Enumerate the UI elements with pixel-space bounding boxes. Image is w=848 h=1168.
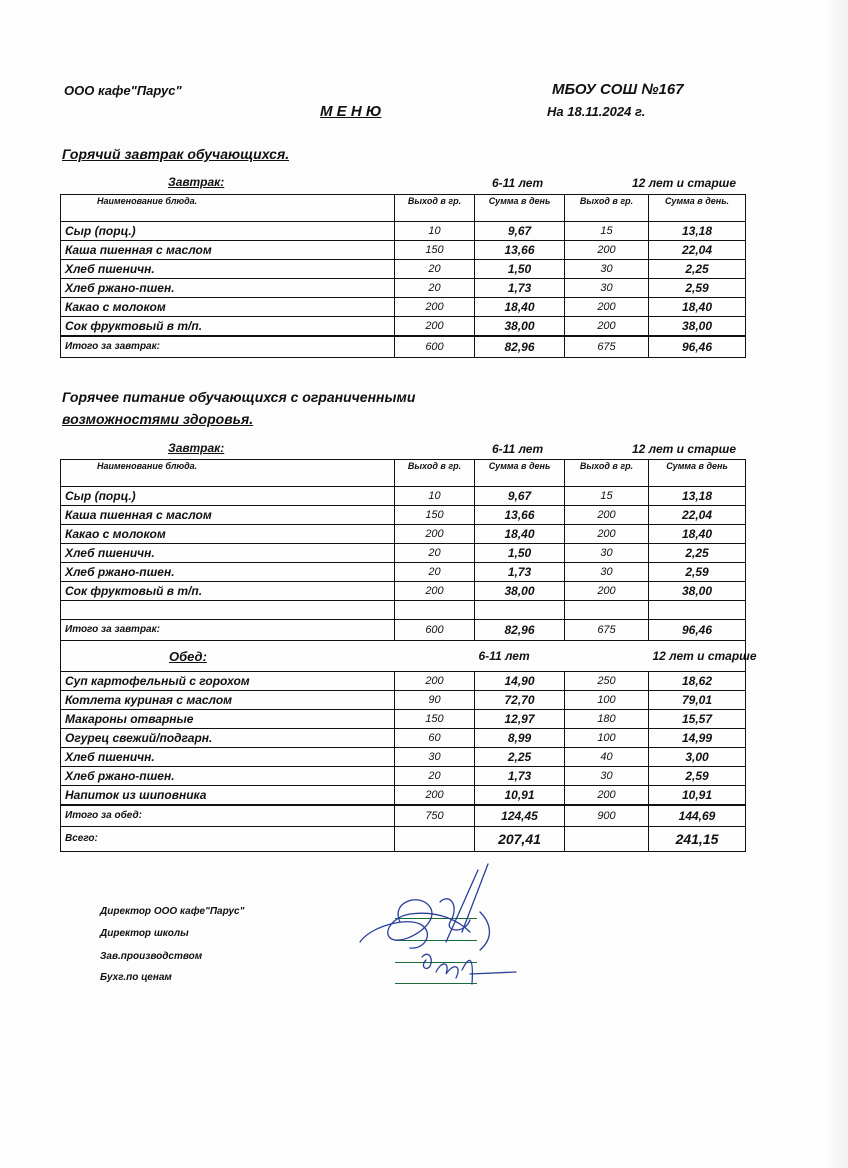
table-row	[61, 786, 746, 806]
table-row	[61, 317, 746, 337]
table-row	[61, 279, 746, 298]
total-label: Итого за обед:	[61, 805, 395, 827]
special-needs-table	[60, 459, 757, 852]
portion: 15	[565, 487, 649, 506]
price: 1,73	[475, 767, 565, 786]
portion: 200	[565, 317, 649, 337]
portion: 200	[565, 525, 649, 544]
price: 2,25	[649, 544, 746, 563]
table-row	[61, 298, 746, 317]
portion: 250	[565, 672, 649, 691]
portion: 90	[395, 691, 475, 710]
total-sum: 96,46	[649, 336, 746, 358]
total-portion: 900	[565, 805, 649, 827]
price: 10,91	[475, 786, 565, 806]
price: 13,66	[475, 506, 565, 525]
price: 2,59	[649, 279, 746, 298]
school-name: МБОУ СОШ №167	[552, 81, 684, 98]
portion: 200	[395, 317, 475, 337]
portion: 20	[395, 279, 475, 298]
signer-production-head: Зав.производством	[100, 951, 203, 962]
price: 2,59	[649, 767, 746, 786]
price: 9,67	[475, 222, 565, 241]
portion: 10	[395, 222, 475, 241]
portion: 150	[395, 241, 475, 260]
portion: 200	[395, 298, 475, 317]
grand-total-sum2: 241,15	[649, 827, 746, 852]
portion: 200	[395, 786, 475, 806]
price: 38,00	[475, 317, 565, 337]
breakfast-table	[60, 194, 746, 358]
total-label: Итого за завтрак:	[61, 620, 395, 641]
table-row	[61, 672, 746, 691]
table-row	[61, 563, 746, 582]
portion: 100	[565, 691, 649, 710]
dish-name: Суп картофельный с горохом	[61, 672, 395, 691]
price: 14,90	[475, 672, 565, 691]
lunch-age1: 6-11 лет	[475, 641, 565, 672]
total-portion: 600	[395, 620, 475, 641]
lunch-heading-row	[61, 641, 746, 672]
page-edge-shadow	[826, 0, 848, 1168]
dish-name: Каша пшенная с маслом	[61, 241, 395, 260]
col-header-sum2: Сумма в день.	[649, 195, 746, 222]
portion: 150	[395, 710, 475, 729]
section2-title-line1: Горячее питание обучающихся с ограниченными	[62, 389, 416, 405]
portion: 40	[565, 748, 649, 767]
company-name: ООО кафе"Парус"	[64, 83, 182, 98]
price: 8,99	[475, 729, 565, 748]
grand-total-row	[61, 827, 746, 852]
empty-row	[61, 601, 746, 620]
page-title: М Е Н Ю	[320, 103, 382, 120]
price: 3,00	[649, 748, 746, 767]
dish-name: Макароны отварные	[61, 710, 395, 729]
price: 1,73	[475, 279, 565, 298]
price: 1,73	[475, 563, 565, 582]
section1-age1: 6-11 лет	[492, 176, 544, 190]
section2-meal-label: Завтрак:	[168, 441, 225, 455]
table-row	[61, 260, 746, 279]
portion: 180	[565, 710, 649, 729]
table-header-row	[61, 460, 746, 487]
table-row	[61, 487, 746, 506]
signer-accountant: Бухг.по ценам	[100, 972, 172, 983]
price: 12,97	[475, 710, 565, 729]
total-portion: 750	[395, 805, 475, 827]
price: 18,40	[649, 298, 746, 317]
portion: 20	[395, 767, 475, 786]
lunch-meal-label: Обед:	[169, 648, 207, 664]
section1-meal-label: Завтрак:	[168, 175, 225, 189]
price: 22,04	[649, 506, 746, 525]
total-sum: 144,69	[649, 805, 746, 827]
price: 38,00	[475, 582, 565, 601]
table-header-row	[61, 195, 746, 222]
col-header-sum1: Сумма в день	[475, 195, 565, 222]
table-row	[61, 241, 746, 260]
price: 13,66	[475, 241, 565, 260]
price: 2,59	[649, 563, 746, 582]
col-header-out1: Выход в гр.	[395, 460, 475, 487]
portion: 200	[565, 241, 649, 260]
portion: 100	[565, 729, 649, 748]
col-header-name: Наименование блюда.	[61, 195, 395, 222]
grand-total-label: Всего:	[61, 827, 395, 852]
price: 13,18	[649, 222, 746, 241]
handwritten-signature	[350, 862, 530, 992]
lunch-age2: 12 лет и старше	[649, 641, 746, 672]
col-header-sum1: Сумма в день	[475, 460, 565, 487]
portion: 200	[565, 786, 649, 806]
total-row	[61, 336, 746, 358]
portion: 20	[395, 544, 475, 563]
price: 15,57	[649, 710, 746, 729]
dish-name: Какао с молоком	[61, 525, 395, 544]
portion: 30	[565, 563, 649, 582]
dish-name: Хлеб ржано-пшен.	[61, 279, 395, 298]
table-row	[61, 691, 746, 710]
section1-title: Горячий завтрак обучающихся.	[62, 146, 290, 162]
table-row	[61, 710, 746, 729]
portion: 20	[395, 563, 475, 582]
dish-name: Сок фруктовый в т/п.	[61, 317, 395, 337]
portion: 30	[565, 279, 649, 298]
table-row	[61, 582, 746, 601]
total-sum: 96,46	[649, 620, 746, 641]
section1-age2: 12 лет и старше	[632, 176, 737, 190]
dish-name: Сыр (порц.)	[61, 222, 395, 241]
col-header-out2: Выход в гр.	[565, 460, 649, 487]
portion: 200	[565, 582, 649, 601]
portion: 200	[395, 525, 475, 544]
signer-school-director: Директор школы	[100, 928, 189, 939]
table-row	[61, 729, 746, 748]
section2-age2: 12 лет и старше	[632, 442, 737, 456]
price: 2,25	[649, 260, 746, 279]
dish-name: Хлеб пшеничн.	[61, 544, 395, 563]
portion: 60	[395, 729, 475, 748]
price: 2,25	[475, 748, 565, 767]
portion: 200	[565, 506, 649, 525]
portion: 30	[565, 544, 649, 563]
portion: 200	[395, 582, 475, 601]
price: 22,04	[649, 241, 746, 260]
dish-name: Хлеб пшеничн.	[61, 260, 395, 279]
price: 79,01	[649, 691, 746, 710]
price: 38,00	[649, 582, 746, 601]
total-portion: 675	[565, 620, 649, 641]
total-row	[61, 620, 746, 641]
portion: 150	[395, 506, 475, 525]
price: 1,50	[475, 260, 565, 279]
grand-total-sum1: 207,41	[475, 827, 565, 852]
price: 1,50	[475, 544, 565, 563]
portion: 10	[395, 487, 475, 506]
table-row	[61, 748, 746, 767]
portion: 30	[565, 260, 649, 279]
price: 18,62	[649, 672, 746, 691]
price: 38,00	[649, 317, 746, 337]
portion: 200	[395, 672, 475, 691]
section2-age1: 6-11 лет	[492, 442, 544, 456]
dish-name: Напиток из шиповника	[61, 786, 395, 806]
signer-cafe-director: Директор ООО кафе"Парус"	[100, 906, 245, 917]
col-header-out1: Выход в гр.	[395, 195, 475, 222]
menu-date: На 18.11.2024 г.	[547, 104, 646, 119]
price: 9,67	[475, 487, 565, 506]
total-label: Итого за завтрак:	[61, 336, 395, 358]
portion: 20	[395, 260, 475, 279]
table-row	[61, 222, 746, 241]
dish-name: Каша пшенная с маслом	[61, 506, 395, 525]
col-header-out2: Выход в гр.	[565, 195, 649, 222]
dish-name: Хлеб пшеничн.	[61, 748, 395, 767]
total-portion: 600	[395, 336, 475, 358]
total-portion: 675	[565, 336, 649, 358]
table-row	[61, 506, 746, 525]
price: 13,18	[649, 487, 746, 506]
dish-name: Сыр (порц.)	[61, 487, 395, 506]
dish-name: Хлеб ржано-пшен.	[61, 563, 395, 582]
portion: 30	[565, 767, 649, 786]
dish-name: Сок фруктовый в т/п.	[61, 582, 395, 601]
dish-name: Огурец свежий/подгарн.	[61, 729, 395, 748]
portion: 15	[565, 222, 649, 241]
dish-name: Котлета куриная с маслом	[61, 691, 395, 710]
table-row	[61, 767, 746, 786]
total-sum: 82,96	[475, 336, 565, 358]
dish-name: Какао с молоком	[61, 298, 395, 317]
total-sum: 82,96	[475, 620, 565, 641]
dish-name: Хлеб ржано-пшен.	[61, 767, 395, 786]
col-header-sum2: Сумма в день	[649, 460, 746, 487]
price: 72,70	[475, 691, 565, 710]
col-header-name: Наименование блюда.	[61, 460, 395, 487]
section2-title-line2: возможностями здоровья.	[62, 411, 254, 427]
price: 14,99	[649, 729, 746, 748]
table-row	[61, 544, 746, 563]
portion: 200	[565, 298, 649, 317]
price: 18,40	[475, 298, 565, 317]
portion: 30	[395, 748, 475, 767]
price: 10,91	[649, 786, 746, 806]
price: 18,40	[649, 525, 746, 544]
total-sum: 124,45	[475, 805, 565, 827]
price: 18,40	[475, 525, 565, 544]
lunch-total-row	[61, 805, 746, 827]
table-row	[61, 525, 746, 544]
